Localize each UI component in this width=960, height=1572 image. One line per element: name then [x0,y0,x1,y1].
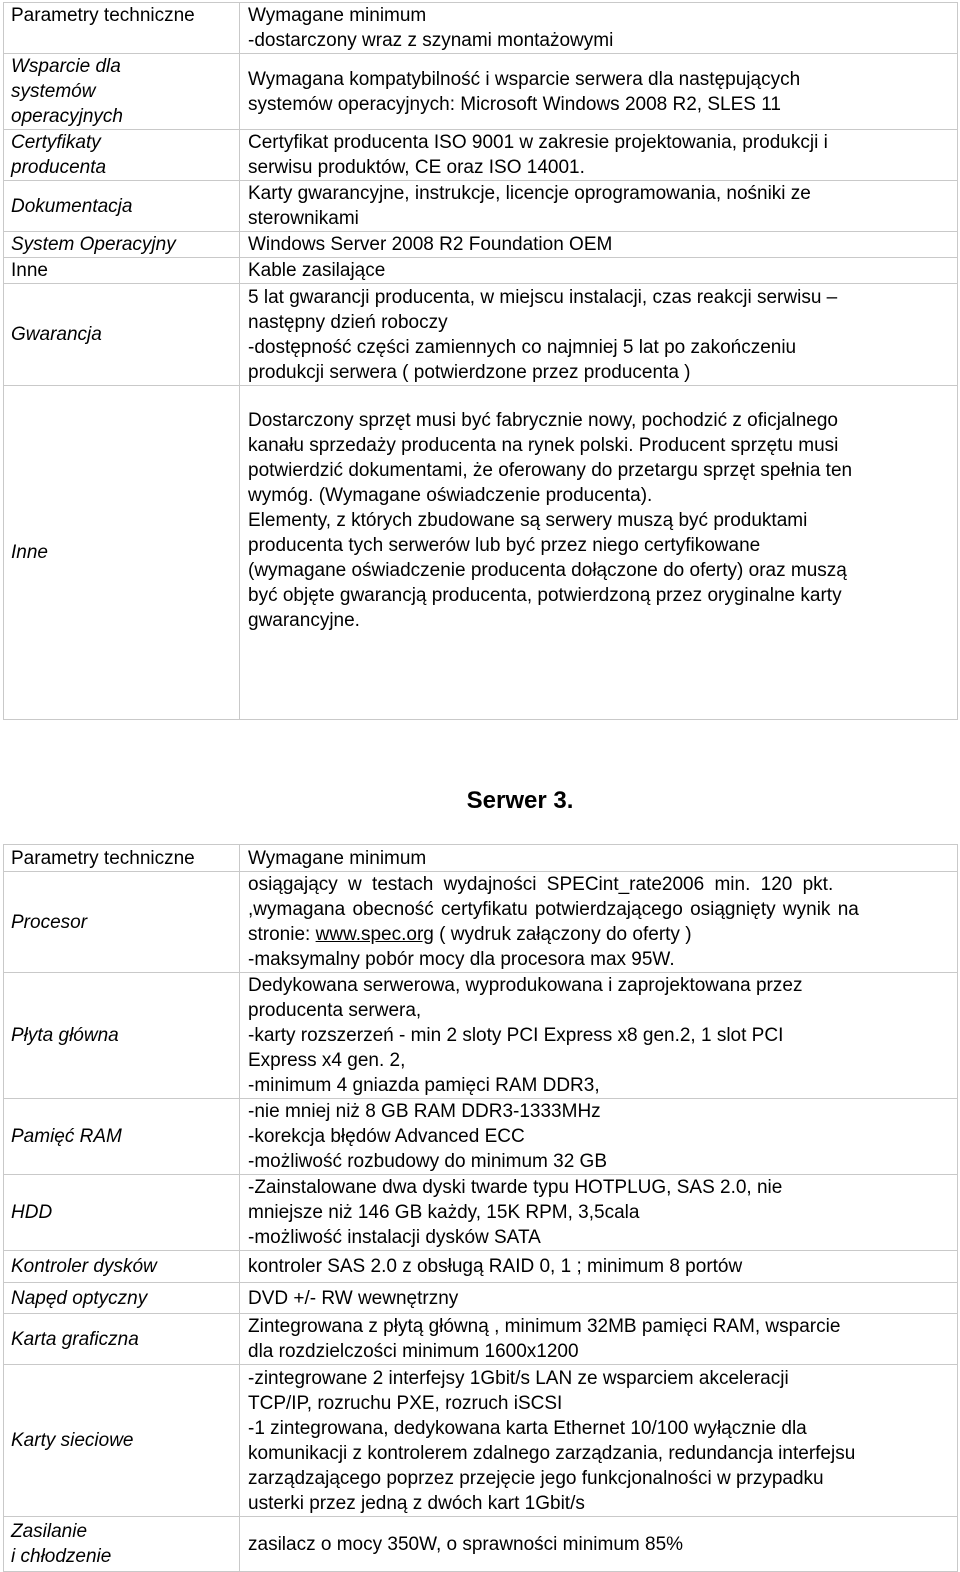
row-label-line: Karta graficzna [11,1328,139,1350]
row-value-line: -dostępność części zamiennych co najmniej 5 lat po zakończeniu [248,336,797,358]
row-value-line: dla rozdzielczości minimum 1600x1200 [248,1341,579,1362]
row-value-line: osiągający w testach wydajności SPECint_rate2006 min. 120 pkt. [248,874,834,895]
row-value-line: systemów operacyjnych: Microsoft Windows 2008 R2, SLES 11 [248,93,781,115]
row-label-line: producenta [11,157,107,178]
row-value-line: Wymagana kompatybilność i wsparcie serwera dla następujących [248,68,801,90]
row-value-line: -Zainstalowane dwa dyski twarde typu HOTPLUG, SAS 2.0, nie [248,1177,783,1198]
row-value-cell [240,973,958,1099]
row-value-line: -możliwość instalacji dysków SATA [248,1227,541,1248]
row-value-line: wymóg. (Wymagane oświadczenie producenta). [248,485,653,506]
row-label-cell [4,1099,240,1175]
row-label-line: Inne [11,542,48,563]
row-label-line: i chłodzenie [11,1546,112,1567]
header-extra: -dostarczony wraz z szynami montażowymi [248,30,614,51]
row-value-cell [240,872,958,973]
header-label-cell [4,3,240,54]
row-value-line: usterki przez jedną z dwóch kart 1Gbit/s [248,1492,585,1514]
row-value-cell [240,1365,958,1517]
row-value-line: ,wymagana obecność certyfikatu potwierdzającego osiągnięty wynik na [248,899,859,920]
row-value-line: być objęte gwarancją producenta, potwierdzoną przez oryginalne karty [248,585,842,606]
row-label-line: Wsparcie dla [11,56,121,77]
row-label-line: Napęd optyczny [11,1287,148,1309]
table-header-row [4,3,958,54]
table-row [4,181,958,232]
row-value-line: serwisu produktów, CE oraz ISO 14001. [248,157,585,178]
row-label-line: systemów [11,81,96,102]
row-value-cell [240,1251,958,1283]
table-row [4,1175,958,1251]
row-value-cell [240,232,958,258]
header-value-cell [240,3,958,54]
row-label-cell [4,284,240,386]
row-value-line: (wymagane oświadczenie producenta dołączone do oferty) oraz muszą [248,560,847,581]
row-value-line: kanału sprzedaży producenta na rynek polski. Producent sprzętu musi [248,435,839,456]
row-label-cell [4,1365,240,1517]
row-value-line: Dedykowana serwerowa, wyprodukowana i zaprojektowana przez [248,975,803,996]
row-label-cell [4,258,240,284]
row-value-line: Certyfikat producenta ISO 9001 w zakresie projektowania, produkcji i [248,132,828,153]
table-header-row [4,845,958,872]
table-row [4,130,958,181]
row-value-line: potwierdzić dokumentami, że oferowany do przetargu sprzęt spełnia ten [248,460,853,481]
row-value-line: kontroler SAS 2.0 z obsługą RAID 0, 1 ; minimum 8 portów [248,1256,743,1277]
row-label-cell [4,386,240,720]
row-label-line: operacyjnych [11,106,123,127]
header-label: Parametry techniczne [11,5,195,26]
table-row [4,284,958,386]
header-label-cell [4,845,240,872]
table-row [4,1099,958,1175]
row-value-line: gwarancyjne. [248,610,360,631]
row-value-line: DVD +/- RW wewnętrzny [248,1287,459,1309]
header-value: Wymagane minimum [248,847,427,869]
row-label-cell [4,130,240,181]
table-row [4,1517,958,1572]
row-label-line: Kontroler dysków [11,1256,157,1277]
row-value-cell [240,54,958,130]
row-label-cell [4,1517,240,1572]
row-value-line: -zintegrowane 2 interfejsy 1Gbit/s LAN ze wsparciem akceleracji [248,1367,789,1389]
row-value-line: 5 lat gwarancji producenta, w miejscu instalacji, czas reakcji serwisu – [248,286,838,308]
row-value-line: Kable zasilające [248,260,386,281]
row-value-cell [240,1283,958,1314]
row-label-line: Dokumentacja [11,195,133,217]
row-value-line: -minimum 4 gniazda pamięci RAM DDR3, [248,1075,600,1096]
row-value-line: -nie mniej niż 8 GB RAM DDR3-1333MHz [248,1101,601,1122]
row-value-line: -maksymalny pobór mocy dla procesora max 95W. [248,949,675,970]
row-value-line: Zintegrowana z płytą główną , minimum 32MB pamięci RAM, wsparcie [248,1316,841,1337]
link-suffix: ( wydruk załączony do oferty ) [433,924,692,945]
row-value-cell [240,1175,958,1251]
row-label-line: Procesor [11,911,88,933]
row-value-line: Express x4 gen. 2, [248,1050,406,1071]
row-label-line: Certyfikaty [11,132,101,153]
row-value-line: Elementy, z których zbudowane są serwery muszą być produktami [248,510,808,531]
row-value-line: producenta tych serwerów lub być przez niego certyfikowane [248,535,761,556]
row-label-line: HDD [11,1202,53,1223]
spec-link[interactable]: www.spec.org [315,924,434,945]
header-value: Wymagane minimum [248,5,427,26]
table-row [4,1314,958,1365]
row-label-line: System Operacyjny [11,234,176,255]
table-row [4,386,958,720]
row-label-line: Karty sieciowe [11,1430,134,1451]
row-value-line: mniejsze niż 146 GB każdy, 15K RPM, 3,5cala [248,1202,640,1223]
row-value-line: Dostarczony sprzęt musi być fabrycznie nowy, pochodzić z oficjalnego [248,410,838,431]
table-row [4,54,958,130]
row-value-line: producenta serwera, [248,1000,422,1021]
row-label-cell [4,1175,240,1251]
header-value-cell [240,845,958,872]
row-label-cell [4,1251,240,1283]
table-row [4,973,958,1099]
row-label-cell [4,232,240,258]
table-row [4,232,958,258]
row-label-line: Płyta główna [11,1025,119,1046]
row-value-line: -karty rozszerzeń - min 2 sloty PCI Express x8 gen.2, 1 slot PCI [248,1025,784,1046]
row-value-cell [240,284,958,386]
row-value-line: -możliwość rozbudowy do minimum 32 GB [248,1151,608,1172]
row-label-line: Pamięć RAM [11,1126,122,1147]
header-label: Parametry techniczne [11,847,195,869]
row-value-line: następny dzień roboczy [248,311,448,333]
row-label-cell [4,973,240,1099]
row-value-line: -1 zintegrowana, dedykowana karta Ethernet 10/100 wyłącznie dla [248,1417,807,1439]
spec-table-1 [3,2,958,720]
row-value-cell [240,1517,958,1572]
row-value-line: sterownikami [248,208,359,229]
row-value-line: produkcji serwera ( potwierdzone przez producenta ) [248,361,691,383]
link-prefix: stronie: [248,924,316,945]
row-value-line: TCP/IP, rozruchu PXE, rozruch iSCSI [248,1392,563,1414]
row-value-link-line [248,922,951,947]
section-title: Serwer 3. [466,787,574,814]
table-row [4,872,958,973]
table-row [4,1251,958,1283]
row-label-line: Gwarancja [11,324,102,345]
table-row [4,1365,958,1517]
row-value-cell [240,181,958,232]
row-value-line: komunikacji z kontrolerem zdalnego zarządzania, redundancja interfejsu [248,1442,856,1464]
row-label-cell [4,54,240,130]
row-value-line: Karty gwarancyjne, instrukcje, licencje oprogramowania, nośniki ze [248,183,811,204]
row-value-line: zasilacz o mocy 350W, o sprawności minimum 85% [248,1533,684,1555]
row-label-line: Zasilanie [11,1521,88,1542]
row-value-cell [240,386,958,720]
row-label-cell [4,1314,240,1365]
row-label-cell [4,872,240,973]
row-value-cell [240,1314,958,1365]
table-row [4,258,958,284]
row-label-cell [4,1283,240,1314]
row-value-cell [240,130,958,181]
row-value-line: -korekcja błędów Advanced ECC [248,1126,525,1147]
row-value-cell [240,258,958,284]
table-row [4,1283,958,1314]
row-value-cell [240,1099,958,1175]
row-label-line: Inne [11,260,48,281]
row-label-cell [4,181,240,232]
row-value-line: Windows Server 2008 R2 Foundation OEM [248,234,613,255]
row-value-line: zarządzającego poprzez przejęcie jego funkcjonalności w przypadku [248,1467,824,1489]
spec-table-2 [3,844,958,1572]
